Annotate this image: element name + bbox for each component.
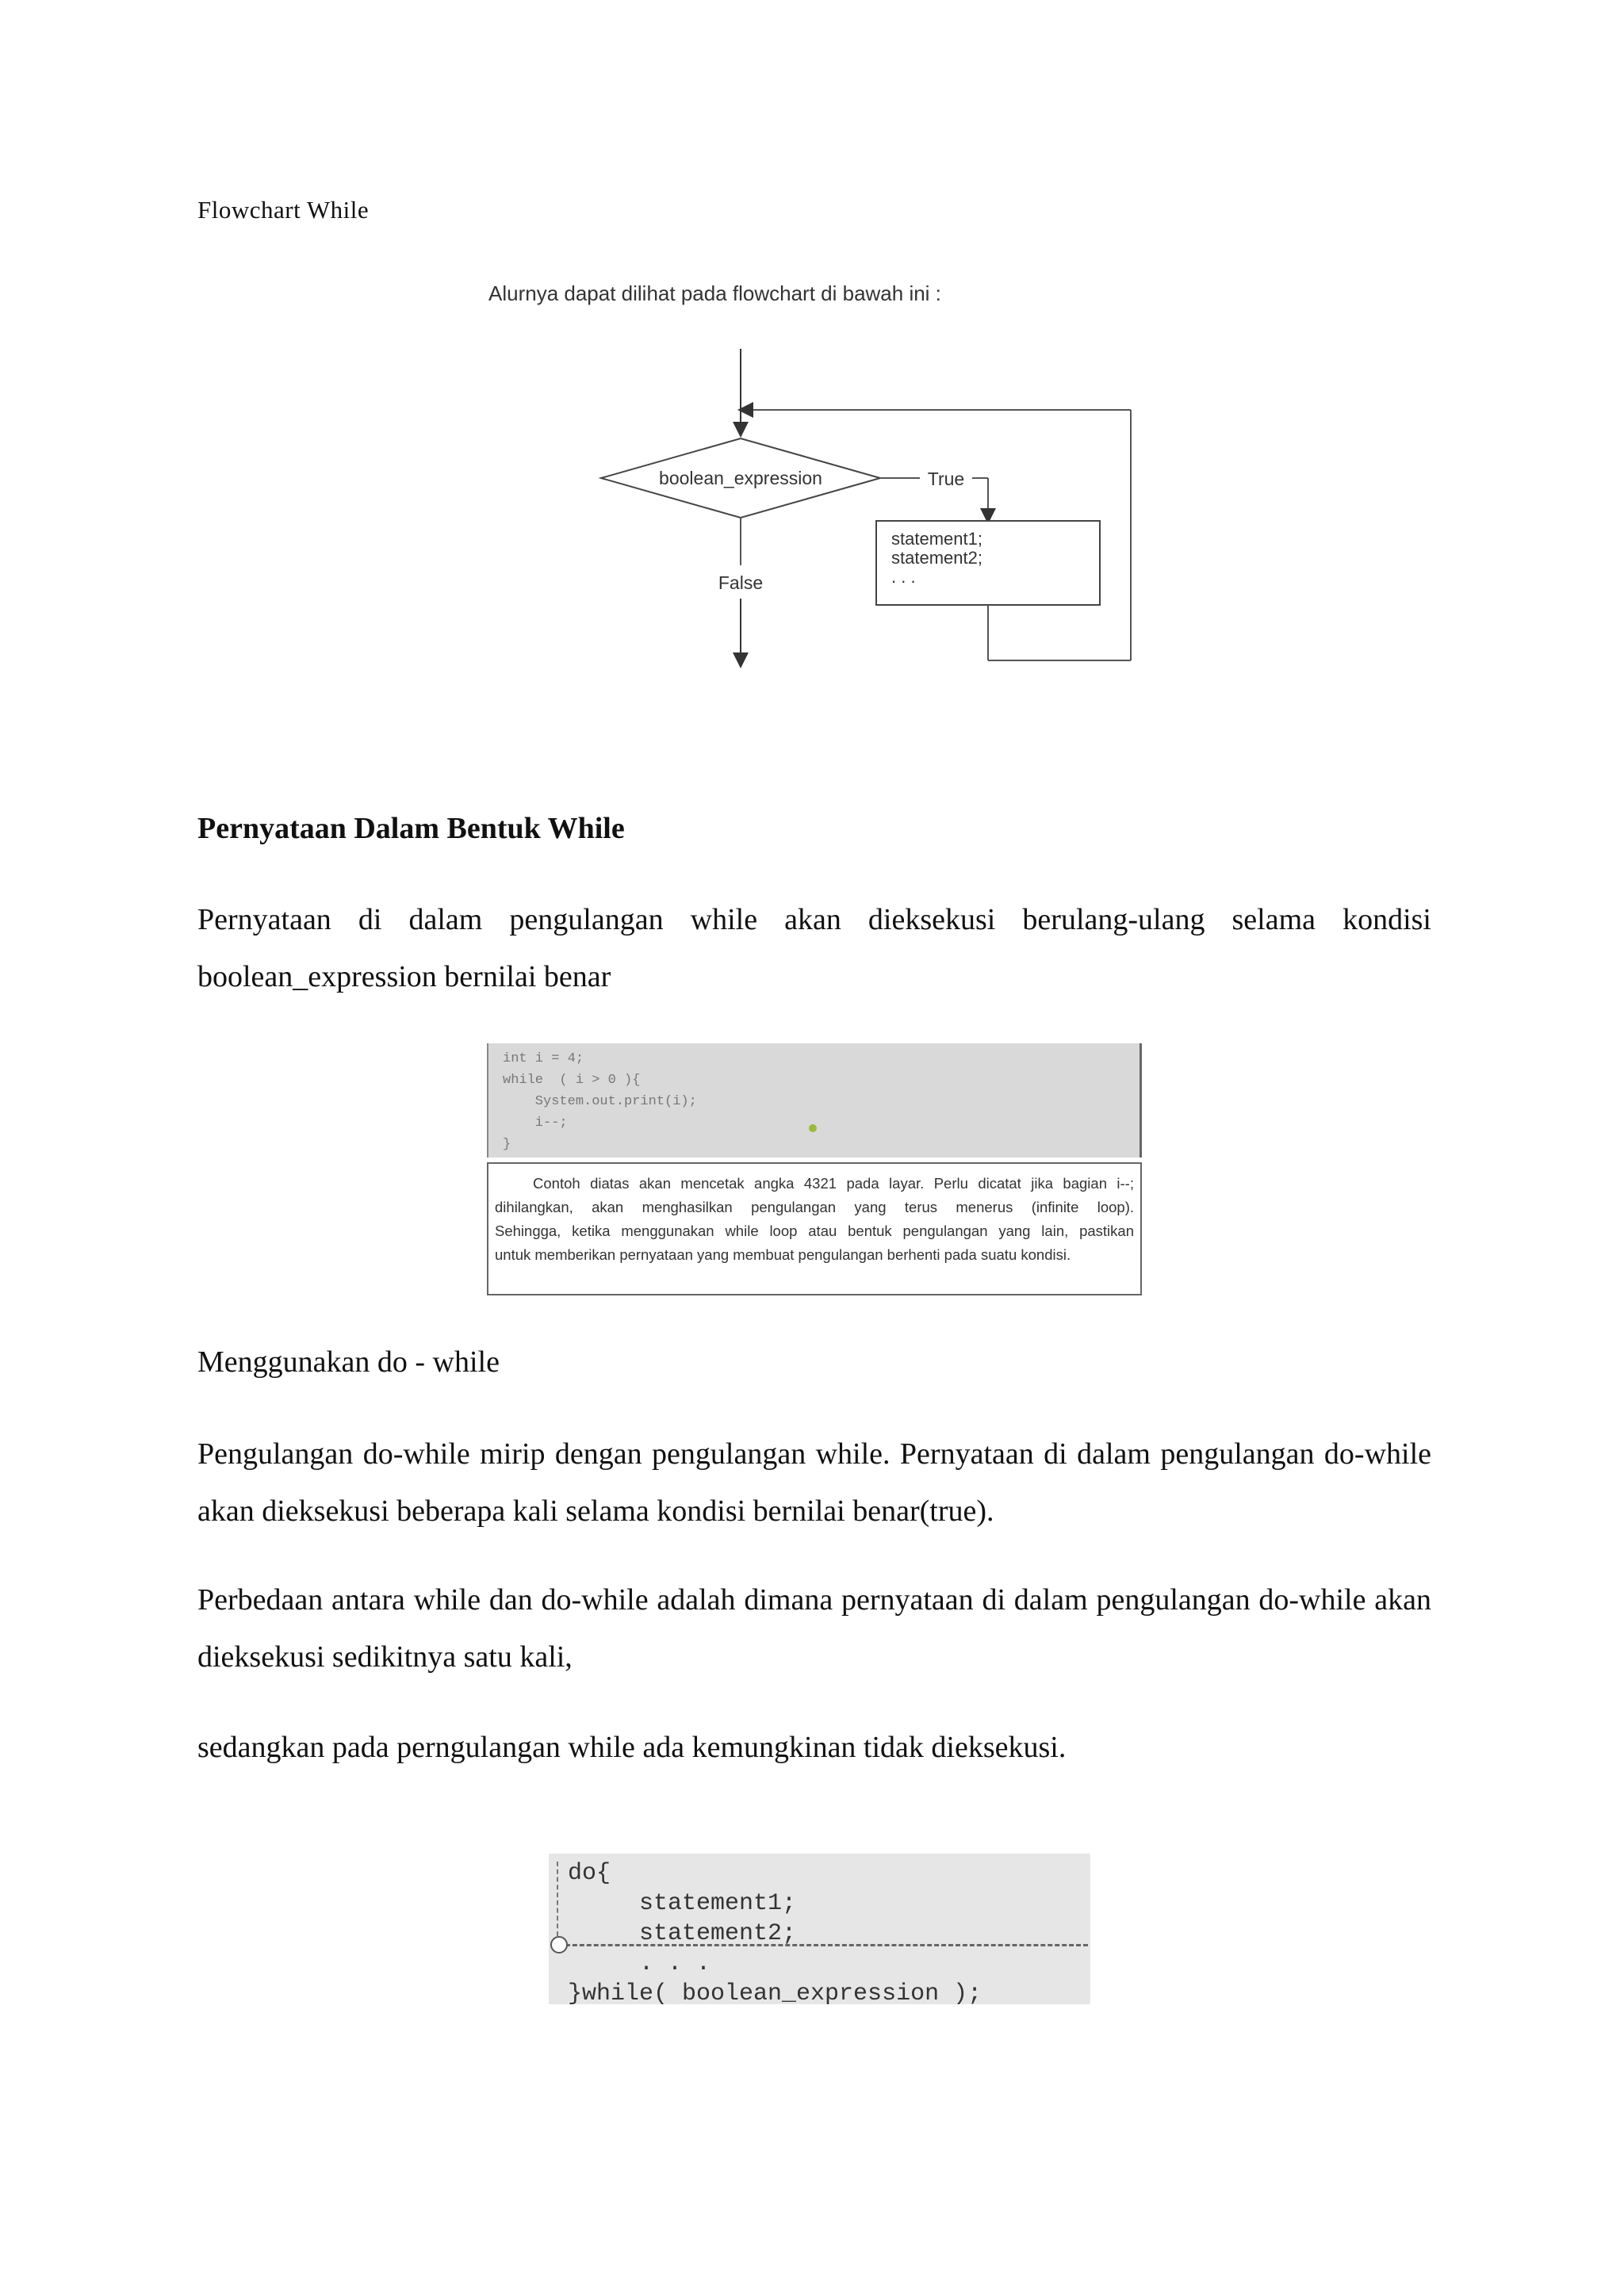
statement-ellipsis: . . . xyxy=(891,567,916,587)
paragraph-while: Pernyataan di dalam pengulangan while akan dieksekusi berulang-ulang selama kondisi boolean_expression bernilai benar xyxy=(197,903,1431,993)
paragraph-do-while-1: Pengulangan do-while mirip dengan pengulangan while. Pernyataan di dalam pengulangan do-while akan dieksekusi beberapa kali selama kondisi bernilai benar(true). xyxy=(197,1437,1431,1528)
paragraph-do-while-3: sedangkan pada perngulangan while ada kemungkinan tidak dieksekusi. xyxy=(197,1731,1067,1764)
decision-label: boolean_expression xyxy=(659,468,822,488)
rotate-handle xyxy=(809,1124,817,1132)
note-line-1: Contoh diatas akan mencetak angka 4321 pada layar. Perlu dicatat jika bagian i--; xyxy=(533,1175,1134,1192)
false-label: False xyxy=(718,572,764,593)
statement-1: statement1; xyxy=(891,529,982,549)
cursor-guide xyxy=(557,1862,558,1936)
note-box xyxy=(487,1162,1142,1295)
flowchart-caption: Alurnya dapat dilihat pada flowchart di bawah ini : xyxy=(488,281,941,305)
code-image-do-while xyxy=(549,1854,1090,2007)
true-label: True xyxy=(927,469,965,489)
note-line-2: dihilangkan, akan menghasilkan pengulangan yang terus menerus (infinite loop). xyxy=(495,1199,1134,1215)
note-line-4: untuk memberikan pernyataan yang membuat pengulangan berhenti pada suatu kondisi. xyxy=(495,1246,1071,1263)
code-while: int i = 4; while ( i > 0 ){ System.out.print(i); i--; } xyxy=(503,1051,697,1152)
flowchart-image xyxy=(484,274,1150,686)
dashed-guide xyxy=(558,1944,1088,1946)
code-image-while xyxy=(487,1043,1142,1158)
flowchart-diagram xyxy=(484,274,1150,686)
heading-while: Pernyataan Dalam Bentuk While xyxy=(197,812,625,845)
anchor-handle xyxy=(550,1936,568,1954)
statement-2: statement2; xyxy=(891,548,982,568)
note-line-3: Sehingga, ketika menggunakan while loop atau bentuk pengulangan yang lain, pastikan xyxy=(495,1223,1134,1239)
section-title-flowchart: Flowchart While xyxy=(197,196,370,224)
subheading-do-while: Menggunakan do - while xyxy=(197,1345,500,1379)
paragraph-do-while-2: Perbedaan antara while dan do-while adalah dimana pernyataan di dalam pengulangan do-while akan dieksekusi sedikitnya satu kali, xyxy=(197,1583,1431,1674)
code-do-while: do{ statement1; statement2; . . . }while( boolean_expression ); xyxy=(568,1860,982,2007)
